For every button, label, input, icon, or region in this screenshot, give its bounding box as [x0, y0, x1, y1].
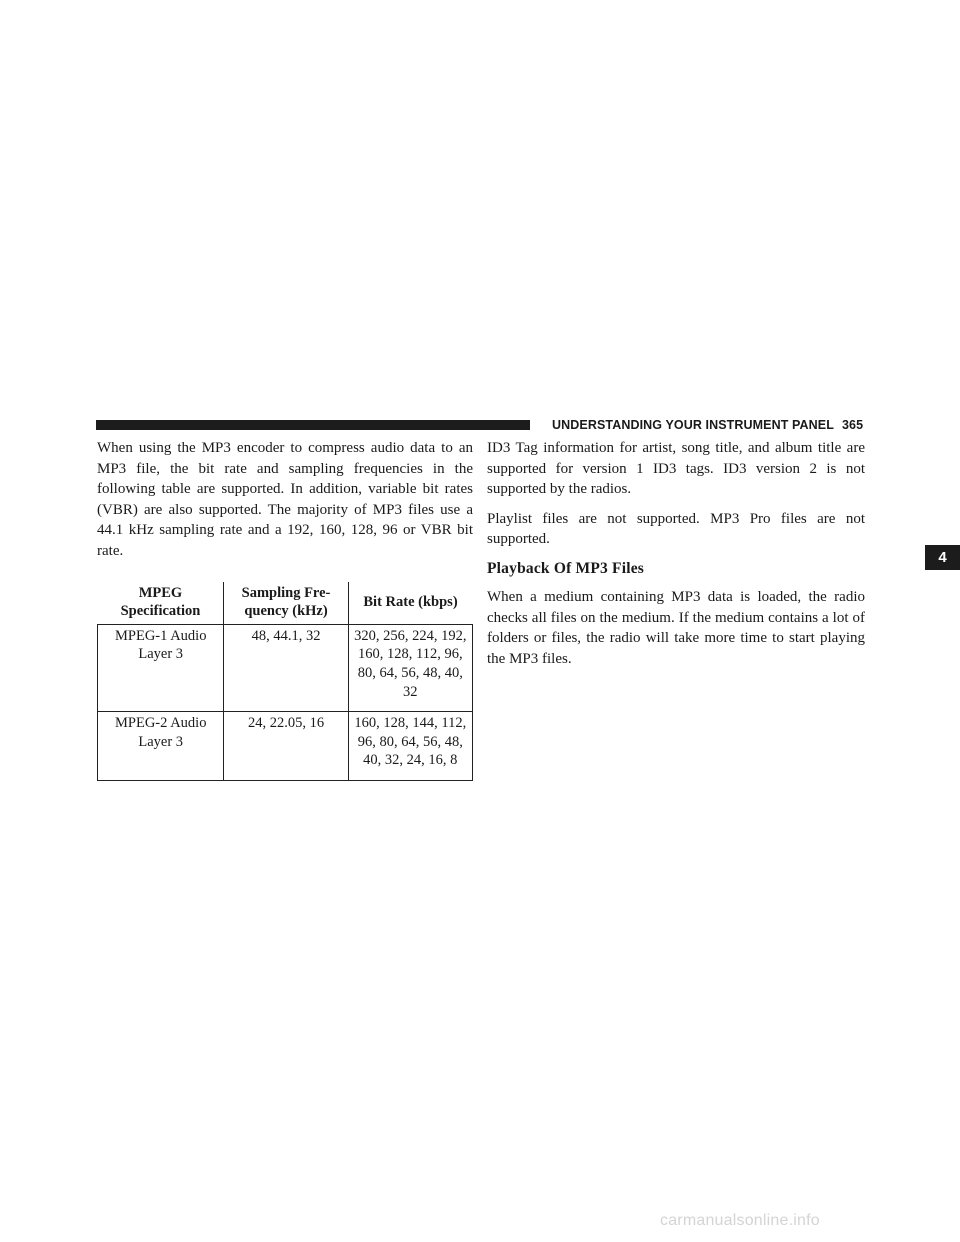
section-heading: Playback Of MP3 Files: [487, 559, 645, 577]
cell-mpeg: MPEG-1 Audio Layer 3: [98, 624, 224, 711]
intro-paragraph: When using the MP3 encoder to compress audio data to an MP3 file, the bit rate and sampling frequencies in the following table are supported. In addition, variable bit rates (VBR) are also supported. The majority of MP3 files use a 44.1 kHz sampling rate and a 192, 160, 128, 96 or VBR bit rate.: [97, 440, 473, 559]
playlist-paragraph: Playlist files are not supported. MP3 Pro files are not supported.: [487, 510, 865, 548]
header-bit-rate: Bit Rate (kbps): [348, 582, 472, 625]
mp3-spec-table: [97, 582, 473, 781]
cell-frequency: 24, 22.05, 16: [224, 712, 348, 781]
page-number: 365: [841, 418, 864, 432]
header-sampling-frequency: Sampling Fre- quency (kHz): [224, 582, 348, 625]
id3-paragraph: ID3 Tag information for artist, song title, and album title are supported for version 1 ID3 tags. ID3 version 2 is not supported by the radios.: [487, 440, 865, 498]
cell-frequency: 48, 44.1, 32: [224, 624, 348, 711]
cell-bit-rate: 160, 128, 144, 112, 96, 80, 64, 56, 48, 40, 32, 24, 16, 8: [348, 712, 472, 781]
cell-mpeg: MPEG-2 Audio Layer 3: [98, 712, 224, 781]
cell-bit-rate: 320, 256, 224, 192, 160, 128, 112, 96, 80, 64, 56, 48, 40, 32: [348, 624, 472, 711]
table-header-row: [98, 582, 473, 625]
section-title: UNDERSTANDING YOUR INSTRUMENT PANEL: [552, 418, 834, 432]
left-column: [97, 438, 473, 781]
right-column: [487, 438, 865, 678]
table-row: [98, 712, 473, 781]
header-rule: [96, 420, 530, 430]
playback-paragraph: When a medium containing MP3 data is loaded, the radio checks all files on the medium. If the medium contains a lot of folders or files, the radio will take more time to start playing the MP3 files.: [487, 588, 865, 667]
table-row: [98, 624, 473, 711]
header-mpeg-specification: MPEG Specification: [98, 582, 224, 625]
chapter-tab: 4: [925, 545, 960, 570]
watermark-text: carmanualsonline.info: [660, 1212, 820, 1229]
running-header: [552, 415, 863, 435]
